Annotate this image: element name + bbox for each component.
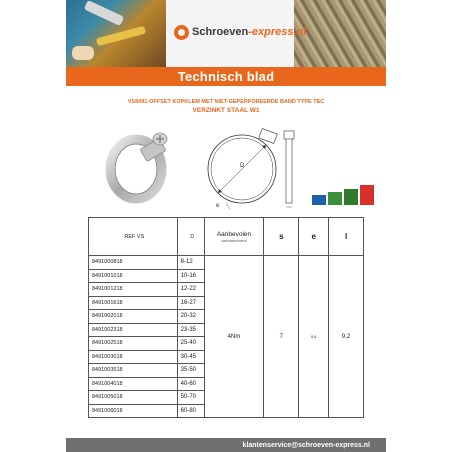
cell-diameter: 20-32 — [177, 310, 204, 324]
header-l: l — [329, 218, 364, 256]
cell-ref: 8491001618 — [89, 296, 178, 310]
logo-icon — [174, 25, 189, 40]
customer-service-email[interactable]: klantenservice@schroeven-express.nl — [242, 441, 370, 449]
cell-ref: 8491001018 — [89, 269, 178, 283]
technical-sheet-page — [66, 0, 386, 452]
grade-w4-swatch — [344, 189, 358, 205]
diameter-label: D — [240, 163, 245, 169]
cell-diameter: 25-40 — [177, 337, 204, 351]
header-ref: REF VS — [89, 218, 178, 256]
cell-s: 7 — [264, 256, 299, 418]
cell-diameter: 12-22 — [177, 283, 204, 297]
cell-diameter: 8-12 — [177, 256, 204, 270]
header-aanbevolen: Aanbevolen — [216, 230, 252, 238]
grade-w5-swatch — [360, 185, 374, 205]
header-s: s — [264, 218, 299, 256]
cell-diameter: 60-80 — [177, 404, 204, 418]
page-title: Technisch blad — [177, 69, 275, 84]
dimension-drawing — [194, 117, 304, 212]
title-bar — [66, 67, 386, 86]
header-recommended-torque — [204, 218, 264, 256]
brand-domain: -express.nl — [248, 26, 307, 38]
cell-ref: 8491002518 — [89, 337, 178, 351]
product-material: VERZINKT STAAL W1 — [192, 107, 260, 114]
cell-ref: 8491004018 — [89, 377, 178, 391]
header-banner — [66, 0, 386, 67]
cell-ref: 8491006018 — [89, 404, 178, 418]
material-grade-legend — [312, 183, 376, 205]
cell-ref: 8491000818 — [89, 256, 178, 270]
cell-ref: 8491002318 — [89, 323, 178, 337]
brand-name: Schroeven — [192, 26, 249, 38]
cell-diameter: 40-60 — [177, 377, 204, 391]
tools-photo — [66, 0, 166, 67]
specification-table — [88, 217, 364, 418]
grade-w1-swatch — [312, 195, 326, 205]
cell-diameter: 30-45 — [177, 350, 204, 364]
cell-ref: 8491001218 — [89, 283, 178, 297]
hose-clamp-image — [102, 117, 182, 205]
cell-diameter: 16-27 — [177, 296, 204, 310]
cell-ref: 8491002018 — [89, 310, 178, 324]
product-description: VS8491-OFFSET KOPKLEM MET NIET-GEPERFOREERDE BAND TYPE TEC — [127, 99, 325, 105]
cell-ref: 8491003518 — [89, 364, 178, 378]
logo-text[interactable] — [192, 26, 306, 38]
cell-e: 0,6 — [299, 256, 329, 418]
cell-diameter: 23-35 — [177, 323, 204, 337]
cell-diameter: 50-70 — [177, 391, 204, 405]
screws-photo — [294, 0, 386, 67]
header-e: e — [299, 218, 329, 256]
cell-ref: 8491005018 — [89, 391, 178, 405]
grade-w2-swatch — [328, 192, 342, 205]
thickness-label: e — [216, 203, 220, 209]
cell-torque: 4Nm — [204, 256, 264, 418]
table-row — [89, 256, 364, 270]
cell-ref: 8491003018 — [89, 350, 178, 364]
cell-l: 9,2 — [329, 256, 364, 418]
header-diameter: D — [177, 218, 204, 256]
cell-diameter: 10-16 — [177, 269, 204, 283]
header-aanbevolen-sub: aanhaalmoment — [221, 238, 247, 243]
cell-diameter: 35-50 — [177, 364, 204, 378]
footer-bar — [66, 438, 386, 452]
